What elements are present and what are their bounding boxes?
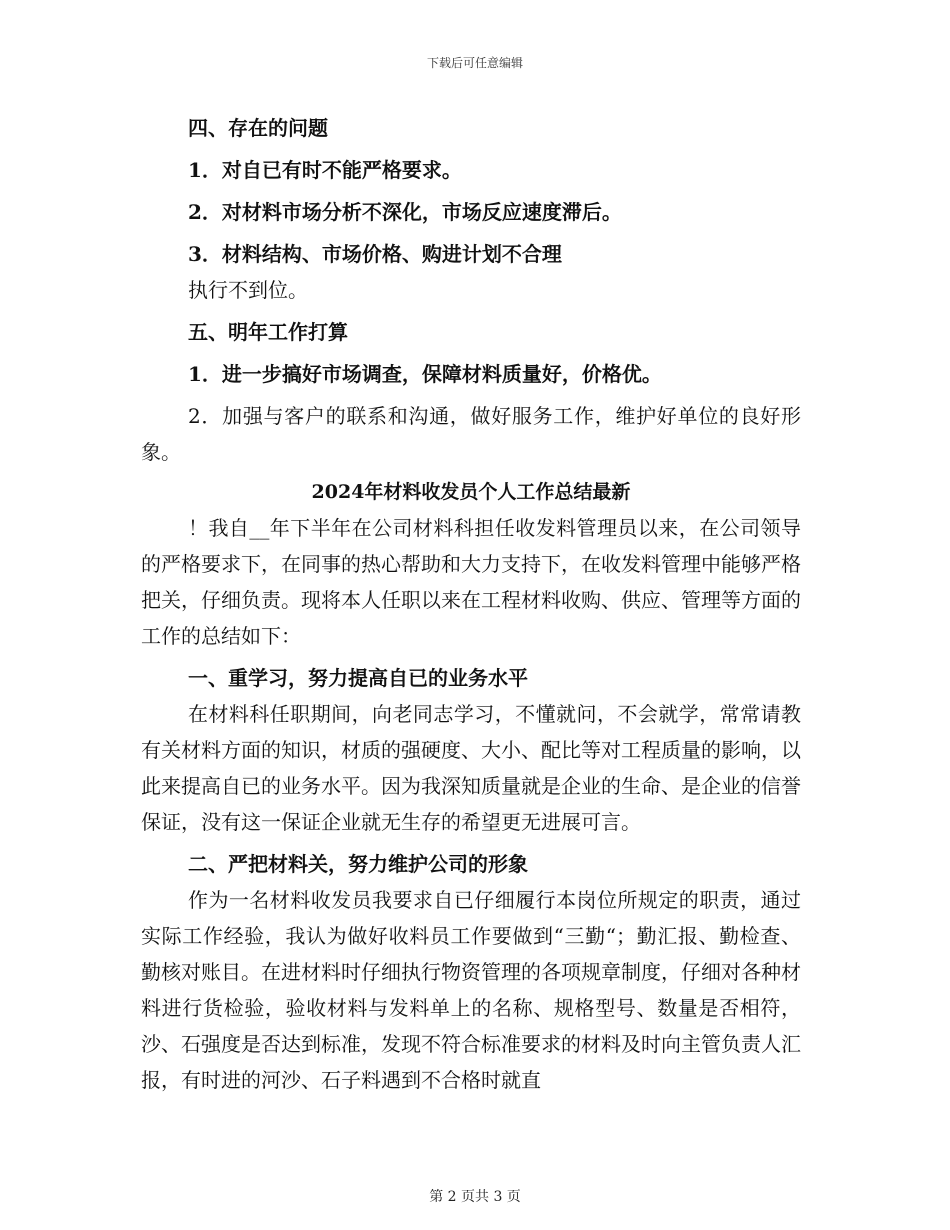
article-paragraph-1: 在材料科任职期间，向老同志学习，不懂就问，不会就学，常常请教有关材料方面的知识，材质的强硬度、大小、配比等对工程质量的影响，以此来提高自已的业务水平。因为我深知质量就是企业的生命、是企业的信誉保证，没有这一保证企业就无生存的希望更无进展可言。 xyxy=(141,702,801,834)
section-five-item-2: 2．加强与客户的联系和沟通，做好服务工作，维护好单位的良好形象。 xyxy=(141,404,801,464)
section-four-item-3: 3．材料结构、市场价格、购进计划不合理 xyxy=(188,242,562,266)
document-body xyxy=(141,110,801,1098)
section-five-heading: 五、明年工作打算 xyxy=(188,320,348,344)
section-four-item-2: 2．对材料市场分析不深化，市场反应速度滞后。 xyxy=(188,200,622,224)
section-four-item-1: 1．对自已有时不能严格要求。 xyxy=(188,158,462,182)
page-footer: 第 2 页共 3 页 xyxy=(429,1189,521,1205)
section-four-heading: 四、存在的问题 xyxy=(188,116,328,140)
page-header: 下载后可任意编辑 xyxy=(426,56,523,70)
article-heading-1: 一、重学习，努力提高自已的业务水平 xyxy=(188,666,528,690)
section-five-item-1: 1．进一步搞好市场调查，保障材料质量好，价格优。 xyxy=(188,362,662,386)
section-four-continuation: 执行不到位。 xyxy=(188,278,308,302)
article-title: 2024年材料收发员个人工作总结最新 xyxy=(311,481,631,503)
article-heading-2: 二、严把材料关，努力维护公司的形象 xyxy=(188,852,528,876)
article-paragraph-2: 作为一名材料收发员我要求自已仔细履行本岗位所规定的职责，通过实际工作经验，我认为做好收料员工作要做到“三勤“；勤汇报、勤检查、勤核对账目。在进材料时仔细执行物资管理的各项规章制度，仔细对各种材料进行货检验，验收材料与发料单上的名称、规格型号、数量是否相符，沙、石强度是否达到标准，发现不符合标准要求的材料及时向主管负责人汇报，有时进的河沙、石子料遇到不合格时就直 xyxy=(141,888,801,1092)
article-intro: ！我自__年下半年在公司材料科担任收发料管理员以来，在公司领导的严格要求下，在同事的热心帮助和大力支持下，在收发料管理中能够严格把关，仔细负责。现将本人任职以来在工程材料收购、供应、管理等方面的工作的总结如下： xyxy=(141,516,801,648)
